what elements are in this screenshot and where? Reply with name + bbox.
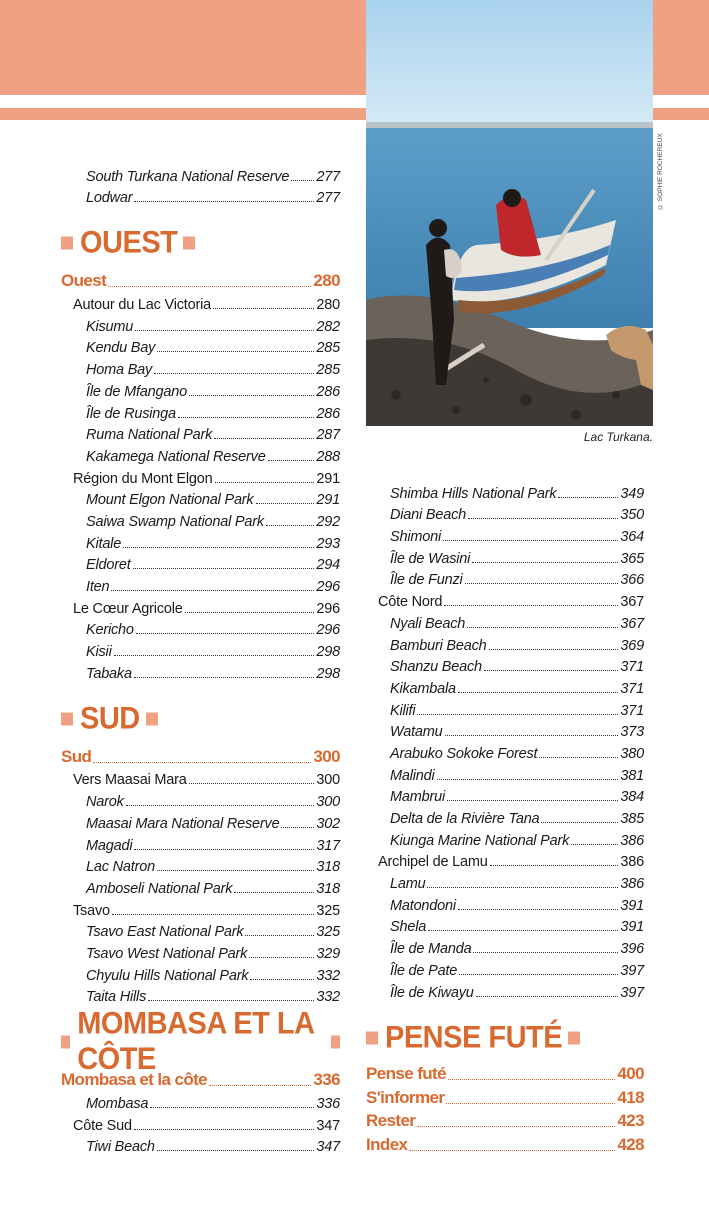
toc-entry-page: 294 — [316, 557, 340, 574]
square-bullet-icon — [183, 237, 195, 250]
toc-entry-label: Mount Elgon National Park — [86, 492, 254, 509]
toc-entry-label: Shela — [390, 919, 427, 936]
toc-entry-label: Shimba Hills National Park — [390, 485, 557, 502]
dot-leader — [539, 757, 618, 758]
toc-entry-page: 386 — [620, 876, 644, 893]
toc-entry-page: 367 — [620, 615, 644, 632]
dot-leader — [448, 1079, 615, 1080]
dot-leader — [108, 286, 311, 287]
toc-entry-page: 396 — [620, 941, 644, 958]
toc-entry-page: 291 — [316, 470, 340, 487]
top-band-left — [0, 0, 366, 95]
toc-entry-label: Narok — [86, 794, 124, 811]
toc-entry-label: Kiunga Marine National Park — [390, 832, 570, 849]
toc-entry-label: Autour du Lac Victoria — [73, 297, 212, 314]
toc-entry-tsavo-west-national-park[interactable] — [0, 940, 340, 962]
toc-entry-page: 418 — [617, 1087, 644, 1107]
toc-entry-s-informer[interactable] — [366, 1084, 644, 1108]
toc-entry-label: Malindi — [390, 767, 435, 784]
dot-leader — [157, 351, 314, 352]
toc-entry-page: 277 — [316, 190, 340, 207]
toc-entry-page: 391 — [620, 919, 644, 936]
toc-entry-page: 317 — [316, 837, 340, 854]
dot-leader — [93, 762, 311, 763]
toc-entry-page: 385 — [620, 811, 644, 827]
toc-entry-page: 336 — [313, 1070, 340, 1090]
toc-entry-shanzu-beach[interactable] — [366, 654, 644, 676]
toc-entry-eldoret[interactable] — [0, 552, 340, 574]
toc-entry-ile-de-kiwayu[interactable] — [366, 979, 644, 1001]
square-bullet-icon — [61, 712, 73, 725]
toc-entry-le-c-ur-agricole[interactable] — [0, 595, 340, 617]
toc-entry-page: 350 — [620, 507, 644, 524]
toc-entry-page: 286 — [316, 383, 340, 400]
dot-leader — [157, 1150, 315, 1151]
toc-entry-lac-natron[interactable] — [0, 854, 340, 876]
dot-leader — [558, 497, 618, 498]
toc-entry-label: Lodwar — [86, 190, 133, 207]
toc-entry-cote-sud[interactable] — [0, 1112, 340, 1134]
toc-entry-saiwa-swamp-national-park[interactable] — [0, 508, 340, 530]
dot-leader — [476, 996, 619, 997]
dot-leader — [444, 605, 618, 606]
dot-leader — [134, 849, 314, 850]
dot-leader — [148, 1000, 314, 1001]
toc-entry-archipel-de-lamu[interactable] — [366, 849, 644, 871]
toc-entry-page: 391 — [620, 897, 644, 914]
dot-leader — [134, 677, 315, 678]
toc-entry-delta-de-la-riviere-tana[interactable] — [366, 805, 644, 827]
toc-entry-label: Île de Manda — [390, 941, 472, 958]
dot-leader — [189, 395, 314, 396]
toc-entry-label: Lac Natron — [86, 859, 155, 876]
dot-leader — [114, 655, 315, 656]
toc-entry-label: Nyali Beach — [390, 615, 466, 632]
photo-caption: Lac Turkana. — [583, 430, 653, 444]
toc-entry-label: Watamu — [390, 724, 443, 741]
toc-entry-page: 332 — [316, 967, 340, 984]
toc-entry-page: 364 — [620, 529, 644, 546]
toc-entry-label: Maasai Mara National Reserve — [86, 815, 280, 832]
toc-entry-label: Index — [366, 1134, 408, 1154]
toc-entry-page: 296 — [316, 579, 340, 595]
toc-entry-page: 280 — [316, 297, 340, 314]
toc-entry-page: 386 — [620, 854, 644, 871]
toc-entry-kendu-bay[interactable] — [0, 335, 340, 357]
section-heading-ouest — [0, 219, 340, 269]
toc-entry-page: 293 — [316, 535, 340, 552]
dot-leader — [178, 417, 315, 418]
toc-entry-kikambala[interactable] — [366, 675, 644, 697]
toc-entry-label: Diani Beach — [390, 507, 466, 524]
dot-leader — [468, 518, 618, 519]
toc-entry-kericho[interactable] — [0, 617, 340, 639]
dot-leader — [215, 482, 315, 483]
toc-entry-page: 336 — [316, 1096, 340, 1112]
toc-entry-mombasa[interactable] — [0, 1090, 340, 1112]
toc-entry-label: Chyulu Hills National Park — [86, 967, 249, 984]
dot-leader — [135, 330, 314, 331]
dot-leader — [111, 590, 314, 591]
toc-entry-page: 367 — [620, 594, 644, 611]
toc-entry-label: Mambrui — [390, 789, 445, 806]
toc-entry-page: 384 — [620, 789, 644, 806]
toc-entry-diani-beach[interactable] — [366, 502, 644, 524]
toc-entry-label: Île de Kiwayu — [390, 984, 474, 1001]
toc-entry-label: Shimoni — [390, 529, 441, 546]
toc-entry-label: Kisii — [86, 644, 112, 661]
toc-entry-page: 373 — [620, 724, 644, 741]
toc-entry-label: Saiwa Swamp National Park — [86, 513, 264, 530]
dot-leader — [134, 201, 314, 202]
dot-leader — [417, 714, 618, 715]
dot-leader — [136, 633, 315, 634]
dot-leader — [446, 1103, 615, 1104]
section-heading-label: MOMBASA ET LA CÔTE — [77, 1006, 314, 1077]
dot-leader — [268, 460, 315, 461]
dot-leader — [467, 627, 618, 628]
toc-entry-ruma-national-park[interactable] — [0, 422, 340, 444]
dot-leader — [472, 562, 618, 563]
toc-entry-page: 277 — [316, 168, 340, 185]
toc-entry-label: Rester — [366, 1111, 416, 1130]
toc-entry-label: Shanzu Beach — [390, 659, 482, 676]
toc-entry-page: 397 — [620, 962, 644, 979]
square-bullet-icon — [146, 712, 158, 725]
toc-entry-label: Iten — [86, 579, 110, 595]
toc-entry-page: 300 — [313, 746, 340, 766]
toc-entry-label: Île de Rusinga — [86, 405, 176, 422]
toc-entry-label: Taita Hills — [86, 989, 147, 1006]
toc-entry-page: 347 — [316, 1117, 340, 1134]
toc-entry-mount-elgon-national-park[interactable] — [0, 487, 340, 509]
toc-entry-narok[interactable] — [0, 788, 340, 810]
toc-entry-ile-de-rusinga[interactable] — [0, 400, 340, 422]
toc-entry-mambrui[interactable] — [366, 784, 644, 806]
square-bullet-icon — [61, 1036, 70, 1049]
dot-leader — [214, 438, 314, 439]
dot-leader — [458, 909, 618, 910]
dot-leader — [459, 974, 618, 975]
dot-leader — [428, 930, 618, 931]
toc-entry-label: Tsavo — [73, 902, 110, 919]
toc-entry-label: Arabuko Sokoke Forest — [390, 745, 538, 762]
toc-entry-cote-nord[interactable] — [366, 588, 644, 610]
toc-entry-kiunga-marine-national-park[interactable] — [366, 827, 644, 849]
section-heading-label: PENSE FUTÉ — [385, 1019, 563, 1055]
toc-entry-label: Kakamega National Reserve — [86, 448, 266, 465]
toc-entry-label: Matondoni — [390, 897, 456, 914]
toc-entry-page: 287 — [316, 427, 340, 444]
toc-entry-label: Région du Mont Elgon — [73, 470, 213, 487]
toc-entry-page: 298 — [316, 644, 340, 661]
toc-entry-kilifi[interactable] — [366, 697, 644, 719]
toc-entry-bamburi-beach[interactable] — [366, 632, 644, 654]
toc-entry-page: 285 — [316, 362, 340, 379]
toc-entry-label: Le Cœur Agricole — [73, 600, 183, 617]
square-bullet-icon — [61, 237, 73, 250]
toc-entry-ile-de-manda[interactable] — [366, 935, 644, 957]
toc-entry-label: Kendu Bay — [86, 340, 156, 357]
dot-leader — [234, 892, 314, 893]
toc-entry-page: 318 — [316, 859, 340, 876]
dot-leader — [157, 870, 314, 871]
toc-entry-label: Île de Pate — [390, 962, 458, 979]
toc-entry-autour-du-lac-victoria[interactable] — [0, 291, 340, 313]
dot-leader — [490, 865, 619, 866]
dot-leader — [484, 670, 618, 671]
toc-entry-label: Magadi — [86, 837, 133, 854]
section-heading-label: SUD — [80, 700, 140, 736]
toc-entry-lodwar[interactable] — [0, 185, 340, 207]
toc-entry-ile-de-pate[interactable] — [366, 957, 644, 979]
dot-leader — [154, 373, 314, 374]
toc-entry-page: 371 — [620, 659, 644, 676]
toc-entry-label: Île de Mfangano — [86, 383, 187, 400]
dot-leader — [245, 935, 314, 936]
toc-entry-matondoni[interactable] — [366, 892, 644, 914]
toc-entry-south-turkana-national-reserve[interactable] — [0, 163, 340, 185]
toc-entry-shela[interactable] — [366, 914, 644, 936]
dot-leader — [447, 800, 618, 801]
toc-entry-label: Delta de la Rivière Tana — [390, 811, 540, 827]
toc-entry-vers-maasai-mara[interactable] — [0, 767, 340, 789]
toc-entry-page: 347 — [316, 1139, 340, 1156]
toc-entry-kisii[interactable] — [0, 638, 340, 660]
toc-entry-region-du-mont-elgon[interactable] — [0, 465, 340, 487]
toc-entry-label: Homa Bay — [86, 362, 153, 379]
toc-entry-page: 386 — [620, 832, 644, 849]
dot-leader — [250, 979, 314, 980]
dot-leader — [417, 1126, 615, 1127]
dot-leader — [465, 583, 619, 584]
toc-entry-tsavo-east-national-park[interactable] — [0, 919, 340, 941]
toc-entry-label: Tsavo East National Park — [86, 924, 244, 941]
toc-entry-shimoni[interactable] — [366, 523, 644, 545]
toc-entry-page: 400 — [617, 1064, 644, 1083]
dot-leader — [437, 779, 619, 780]
dot-leader — [571, 844, 618, 845]
dot-leader — [189, 783, 315, 784]
toc-entry-label: Mombasa et la côte — [61, 1070, 208, 1090]
toc-entry-page: 285 — [316, 340, 340, 357]
toc-entry-page: 286 — [316, 405, 340, 422]
toc-entry-pense-fute[interactable] — [366, 1061, 644, 1085]
toc-entry-label: Mombasa — [86, 1096, 149, 1112]
dot-leader — [541, 822, 618, 823]
toc-entry-arabuko-sokoke-forest[interactable] — [366, 740, 644, 762]
toc-entry-rester[interactable] — [366, 1108, 644, 1132]
toc-entry-page: 365 — [620, 550, 644, 567]
toc-entry-nyali-beach[interactable] — [366, 610, 644, 632]
toc-entry-label: Île de Wasini — [390, 550, 471, 567]
toc-entry-sud[interactable] — [0, 742, 340, 767]
toc-entry-lamu[interactable] — [366, 870, 644, 892]
dot-leader — [249, 957, 314, 958]
section-heading-sud — [0, 694, 340, 744]
toc-entry-label: Tiwi Beach — [86, 1139, 155, 1156]
toc-entry-label: Kikambala — [390, 680, 456, 697]
dot-leader — [209, 1085, 311, 1086]
dot-leader — [266, 525, 314, 526]
toc-entry-homa-bay[interactable] — [0, 356, 340, 378]
toc-entry-label: Kitale — [86, 535, 122, 552]
toc-right-column — [366, 480, 644, 1155]
toc-entry-label: Pense futé — [366, 1064, 446, 1083]
top-band-right — [653, 0, 709, 95]
toc-entry-maasai-mara-national-reserve[interactable] — [0, 810, 340, 832]
toc-entry-page: 397 — [620, 984, 644, 1001]
toc-entry-page: 296 — [316, 622, 340, 639]
dot-leader — [123, 547, 314, 548]
toc-entry-label: Tabaka — [86, 665, 132, 682]
toc-entry-label: Amboseli National Park — [86, 880, 233, 897]
toc-entry-magadi[interactable] — [0, 832, 340, 854]
toc-entry-label: Kisumu — [86, 318, 134, 335]
dot-leader — [489, 649, 619, 650]
toc-entry-label: Archipel de Lamu — [378, 854, 488, 871]
photo-credit: © SOPHIE ROCHEREUX — [657, 133, 664, 210]
toc-entry-page: 349 — [620, 485, 644, 502]
toc-entry-page: 329 — [316, 945, 340, 962]
toc-entry-label: Vers Maasai Mara — [73, 772, 187, 789]
toc-entry-chyulu-hills-national-park[interactable] — [0, 962, 340, 984]
toc-entry-tsavo[interactable] — [0, 897, 340, 919]
toc-entry-page: 282 — [316, 318, 340, 335]
toc-entry-iten[interactable] — [0, 573, 340, 595]
toc-left-column — [0, 163, 340, 1155]
section-heading-mombasa-et-la-cote — [0, 1006, 340, 1077]
toc-entry-label: Lamu — [390, 876, 426, 893]
toc-entry-page: 371 — [620, 680, 644, 697]
dot-leader — [213, 308, 314, 309]
toc-entry-tiwi-beach[interactable] — [0, 1134, 340, 1156]
dot-leader — [445, 735, 619, 736]
toc-entry-label: Tsavo West National Park — [86, 945, 248, 962]
toc-entry-malindi[interactable] — [366, 762, 644, 784]
toc-entry-page: 381 — [620, 767, 644, 784]
dot-leader — [458, 692, 619, 693]
toc-entry-taita-hills[interactable] — [0, 984, 340, 1006]
toc-entry-page: 291 — [316, 492, 340, 509]
toc-entry-label: Eldoret — [86, 557, 131, 574]
dot-leader — [443, 540, 618, 541]
square-bullet-icon — [331, 1036, 340, 1049]
toc-entry-label: Ruma National Park — [86, 427, 213, 444]
toc-entry-page: 296 — [316, 600, 340, 617]
dot-leader — [409, 1150, 615, 1151]
toc-entry-page: 380 — [620, 745, 644, 762]
toc-entry-amboseli-national-park[interactable] — [0, 875, 340, 897]
toc-entry-label: South Turkana National Reserve — [86, 168, 290, 185]
section-heading-pense-fute — [366, 1013, 644, 1063]
dot-leader — [150, 1107, 314, 1108]
toc-entry-page: 325 — [316, 902, 340, 919]
toc-entry-ouest[interactable] — [0, 266, 340, 291]
toc-entry-ile-de-mfangano[interactable] — [0, 378, 340, 400]
toc-entry-shimba-hills-national-park[interactable] — [366, 480, 644, 502]
toc-entry-label: Ouest — [61, 271, 107, 291]
toc-entry-ile-de-funzi[interactable] — [366, 567, 644, 589]
square-bullet-icon — [366, 1031, 378, 1044]
toc-entry-page: 300 — [316, 794, 340, 811]
toc-entry-label: Bamburi Beach — [390, 637, 487, 654]
toc-entry-page: 332 — [316, 989, 340, 1006]
toc-entry-page: 366 — [620, 572, 644, 589]
toc-entry-page: 325 — [316, 924, 340, 941]
dot-leader — [281, 827, 314, 828]
toc-entry-watamu[interactable] — [366, 719, 644, 741]
toc-entry-page: 300 — [316, 772, 340, 789]
toc-entry-tabaka[interactable] — [0, 660, 340, 682]
dot-leader — [427, 887, 618, 888]
toc-entry-page: 288 — [316, 448, 340, 465]
toc-entry-page: 280 — [313, 271, 340, 291]
toc-entry-ile-de-wasini[interactable] — [366, 545, 644, 567]
toc-entry-page: 292 — [316, 513, 340, 530]
toc-entry-page: 302 — [316, 815, 340, 832]
toc-entry-label: Sud — [61, 746, 92, 766]
toc-entry-page: 369 — [620, 637, 644, 654]
toc-entry-label: Côte Nord — [378, 594, 443, 611]
square-bullet-icon — [568, 1031, 580, 1044]
toc-entry-label: Kericho — [86, 622, 134, 639]
toc-entry-label: Île de Funzi — [390, 572, 463, 589]
section-heading-label: OUEST — [80, 225, 178, 261]
dot-leader — [133, 568, 315, 569]
toc-entry-kisumu[interactable] — [0, 313, 340, 335]
toc-entry-kakamega-national-reserve[interactable] — [0, 443, 340, 465]
dot-leader — [134, 1129, 315, 1130]
dot-leader — [126, 805, 315, 806]
toc-entry-page: 371 — [620, 702, 644, 719]
toc-entry-label: Kilifi — [390, 702, 416, 719]
toc-entry-page: 318 — [316, 880, 340, 897]
toc-entry-label: Côte Sud — [73, 1117, 132, 1134]
toc-entry-kitale[interactable] — [0, 530, 340, 552]
dot-leader — [473, 952, 618, 953]
dot-leader — [112, 914, 315, 915]
dot-leader — [291, 180, 314, 181]
toc-entry-page: 428 — [617, 1134, 644, 1154]
toc-entry-page: 423 — [617, 1111, 644, 1130]
toc-entry-page: 298 — [316, 665, 340, 682]
lake-turkana-photo — [366, 0, 653, 426]
dot-leader — [185, 612, 315, 613]
toc-entry-label: S'informer — [366, 1087, 445, 1107]
dot-leader — [256, 503, 315, 504]
toc-entry-index[interactable] — [366, 1131, 644, 1155]
